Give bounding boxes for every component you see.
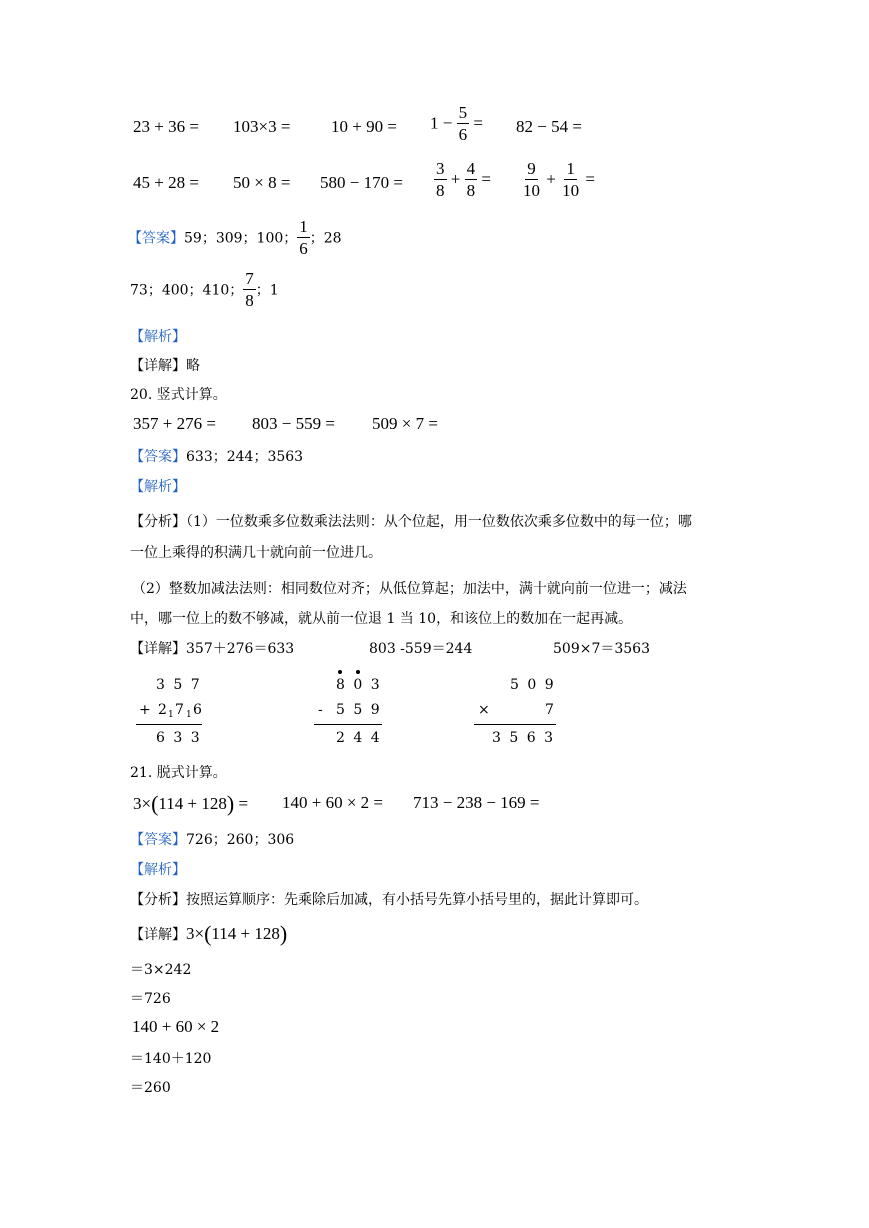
numerator: 4 <box>466 159 476 178</box>
add-result: 6 3 3 <box>156 730 202 746</box>
detail-tag: 【详解】 <box>130 358 186 374</box>
equals: = <box>481 169 491 189</box>
expr-82-minus-54: 82 − 54 = <box>516 117 582 136</box>
paren-open: ( <box>204 921 212 946</box>
q20-expr-1: 357 + 276 = <box>133 414 216 433</box>
mul-operator: × <box>478 702 490 718</box>
denominator: 6 <box>299 239 308 258</box>
denominator: 10 <box>562 181 580 200</box>
answer-fraction <box>297 218 310 257</box>
numerator: 7 <box>245 269 254 288</box>
answer-tag: 【答案】 <box>130 832 186 848</box>
add-top: 3 5 7 <box>156 677 202 693</box>
step-line: ＝140＋120 <box>130 1051 212 1067</box>
analysis-20-line-3: （2）整数加减法法则：相同数位对齐；从低位算起；加法中，满十就向前一位进一；减法 <box>132 581 687 597</box>
fraction-b <box>465 160 478 199</box>
plus-sign: + <box>450 169 461 189</box>
expr-1-minus-5-6 <box>430 104 483 143</box>
paren-close: ) <box>226 791 235 816</box>
expr-10-plus-90: 10 + 90 = <box>331 117 397 136</box>
detail-text: 略 <box>186 358 200 374</box>
sub-operator: - <box>318 702 323 718</box>
answer-tag: 【答案】 <box>130 449 186 465</box>
add-digit: 6 <box>193 702 202 718</box>
denominator: 10 <box>523 181 540 200</box>
expr-3-8-plus-4-8 <box>434 160 491 199</box>
fraction-a <box>521 160 542 199</box>
sub-rule <box>314 724 382 725</box>
analysis-text: 按照运算顺序：先乘除后加减，有小括号先算小括号里的，据此计算即可。 <box>186 892 648 908</box>
carry-mark: 1 <box>168 710 174 720</box>
detail-expr <box>186 921 288 946</box>
numerator: 5 <box>458 103 468 122</box>
analysis-tag: 【解析】 <box>130 329 186 345</box>
answer-text: 73；400；410； <box>130 282 244 299</box>
analysis-21 <box>130 889 648 909</box>
equals: = <box>238 794 249 813</box>
denominator: 8 <box>436 181 445 200</box>
mul-top: 5 0 9 <box>510 677 556 693</box>
answer-21 <box>130 829 294 849</box>
frac-prefix: 1 − <box>430 113 453 133</box>
analysis-label: 【分析】 <box>130 892 186 908</box>
carry-mark: 1 <box>186 710 192 720</box>
answer-tail: ；1 <box>255 282 279 299</box>
add-digit: 2 <box>158 702 167 718</box>
answer-fraction <box>243 270 256 309</box>
detail-add: 357＋276＝633 <box>186 641 295 657</box>
analysis-text: （1）一位数乘多位数乘法法则：从个位起，用一位数依次乘多位数中的每一位；哪 <box>186 514 692 530</box>
answer-text: 59；309；100； <box>184 230 298 247</box>
answer-line-2 <box>130 270 279 309</box>
add-digit: 7 <box>175 702 184 718</box>
q20-expr-2: 803 − 559 = <box>252 414 335 433</box>
add-operator: + <box>139 702 151 718</box>
question-21-title: 21. 脱式计算。 <box>130 765 227 781</box>
sub-mid: 5 5 9 <box>336 702 382 718</box>
paren-open: ( <box>151 791 159 816</box>
q21-expr-3: 713 − 238 − 169 = <box>413 793 540 812</box>
denominator: 8 <box>466 181 476 200</box>
step-line: ＝726 <box>130 991 171 1007</box>
expr-9-10-plus-1-10 <box>521 160 595 199</box>
detail-sub: 803 -559＝244 <box>369 641 473 657</box>
expr-50-times-8: 50 × 8 = <box>233 173 291 192</box>
answer-tail: ；28 <box>309 230 342 247</box>
analysis-20-line-1 <box>130 511 692 531</box>
q20-expr-3: 509 × 7 = <box>372 414 438 433</box>
fraction-a <box>434 160 447 199</box>
detail-21-line <box>130 921 287 947</box>
expr-45-plus-28: 45 + 28 = <box>133 173 199 192</box>
numerator: 1 <box>299 217 308 236</box>
answer-text: 633；244；3563 <box>186 449 304 465</box>
sub-result: 2 4 4 <box>336 730 382 746</box>
numerator: 9 <box>527 159 536 178</box>
numerator: 1 <box>566 159 575 178</box>
paren-close: ) <box>279 921 288 946</box>
step-line: ＝260 <box>130 1080 171 1096</box>
fraction <box>457 104 470 143</box>
expr-part: 3× <box>133 794 152 813</box>
denominator: 6 <box>458 125 468 144</box>
answer-line-1 <box>128 218 342 257</box>
answer-tag: 【答案】 <box>128 230 184 247</box>
analysis-label: 【分析】 <box>130 514 186 530</box>
mul-mid: 7 <box>545 702 554 718</box>
expr-part: 114 + 128 <box>158 794 227 813</box>
analysis-20-line-4: 中，哪一位上的数不够减，就从前一位退 1 当 10，和该位上的数加在一起再减。 <box>130 611 633 627</box>
analysis-tag: 【解析】 <box>130 862 186 878</box>
equals: = <box>473 113 483 133</box>
analysis-tag: 【解析】 <box>130 479 186 495</box>
question-20-title: 20. 竖式计算。 <box>130 387 227 403</box>
expr-103-times-3: 103×3 = <box>233 117 291 136</box>
answer-text: 726；260；306 <box>186 832 295 848</box>
q21-expr-2: 140 + 60 × 2 = <box>282 793 384 812</box>
detail-20-line <box>130 638 294 658</box>
borrow-dot <box>356 670 360 674</box>
detail-line-19 <box>130 355 200 375</box>
analysis-20-line-2: 一位上乘得的积满几十就向前一位进几。 <box>130 545 382 561</box>
borrow-dot <box>338 670 342 674</box>
detail-tag: 【详解】 <box>130 927 186 943</box>
detail-mul: 509×7＝3563 <box>553 641 650 657</box>
fraction-b <box>560 160 581 199</box>
sub-top: 8 0 3 <box>336 677 382 693</box>
mul-rule <box>474 724 556 725</box>
denominator: 8 <box>245 291 254 310</box>
expr-580-minus-170: 580 − 170 = <box>320 173 403 192</box>
expr-23-plus-36: 23 + 36 = <box>133 117 199 136</box>
expr-part: 3× <box>186 924 205 943</box>
numerator: 3 <box>436 159 445 178</box>
mul-result: 3 5 6 3 <box>492 730 555 746</box>
detail-expr-2: 140 + 60 × 2 <box>132 1017 220 1036</box>
add-rule <box>136 724 202 725</box>
detail-tag: 【详解】 <box>130 641 186 657</box>
q21-expr-1 <box>133 791 248 817</box>
answer-20 <box>130 446 303 466</box>
step-line: ＝3×242 <box>130 962 192 978</box>
equals: = <box>585 169 595 189</box>
expr-part: 114 + 128 <box>211 924 280 943</box>
plus-sign: + <box>546 169 556 189</box>
